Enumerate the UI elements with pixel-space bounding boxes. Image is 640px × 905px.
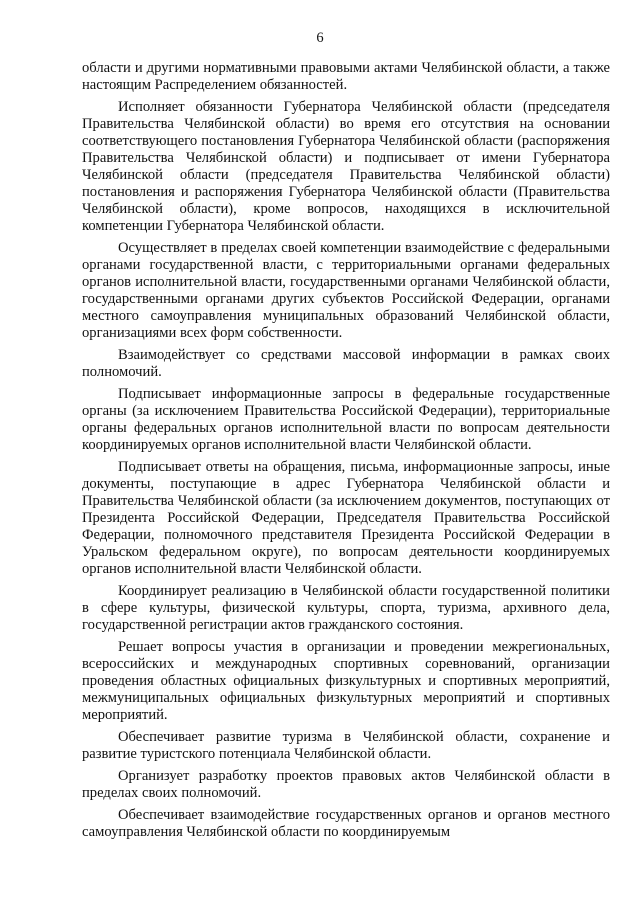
paragraph-5: Подписывает информационные запросы в федеральные государственные органы (за исключением Правительства Российской Федерации), территориальные органы федеральных органов исполнительной власти по вопросам деятельности координируемых органов исполнительной власти Челябинской области. — [82, 386, 610, 453]
paragraph-3: Осуществляет в пределах своей компетенции взаимодействие с федеральными органами государственной власти, с территориальными органами федеральных органов исполнительной власти, государственными органами Челябинской области, государственными органами других субъектов Российской Федерации, органами местного самоуправления муниципальных образований Челябинской области, организациями всех форм собственности. — [82, 240, 610, 341]
paragraph-6: Подписывает ответы на обращения, письма, информационные запросы, иные документы, поступающие в адрес Губернатора Челябинской области и Правительства Челябинской области (за исключением документов, поступающих от Президента Российской Федерации, Председателя Правительства Российской Федерации, полномочного представителя Президента Российской Федерации в Уральском федеральном округе), по вопросам деятельности координируемых органов исполнительной власти Челябинской области. — [82, 459, 610, 577]
document-body — [82, 60, 610, 846]
page-number: 6 — [316, 30, 324, 46]
paragraph-2: Исполняет обязанности Губернатора Челябинской области (председателя Правительства Челябинской области) во время его отсутствия на основании соответствующего постановления Губернатора Челябинской области (распоряжения Правительства Челябинской области) и подписывает от имени Губернатора Челябинской области (председателя Правительства Челябинской области) постановления и распоряжения Губернатора Челябинской области (Правительства Челябинской области), кроме вопросов, находящихся в исключительной компетенции Губернатора Челябинской области. — [82, 99, 610, 234]
paragraph-10: Организует разработку проектов правовых актов Челябинской области в пределах своих полномочий. — [82, 768, 610, 801]
paragraph-9: Обеспечивает развитие туризма в Челябинской области, сохранение и развитие туристского потенциала Челябинской области. — [82, 729, 610, 762]
paragraph-11: Обеспечивает взаимодействие государственных органов и органов местного самоуправления Челябинской области по координируемым — [82, 807, 610, 840]
paragraph-8: Решает вопросы участия в организации и проведении межрегиональных, всероссийских и международных спортивных соревнований, организации проведения областных официальных физкультурных и спортивных мероприятий, межмуниципальных официальных физкультурных мероприятий и спортивных мероприятий. — [82, 639, 610, 723]
paragraph-4: Взаимодействует со средствами массовой информации в рамках своих полномочий. — [82, 347, 610, 380]
paragraph-1: области и другими нормативными правовыми актами Челябинской области, а также настоящим Распределением обязанностей. — [82, 60, 610, 93]
paragraph-7: Координирует реализацию в Челябинской области государственной политики в сфере культуры, физической культуры, спорта, туризма, архивного дела, государственной регистрации актов гражданского состояния. — [82, 583, 610, 633]
